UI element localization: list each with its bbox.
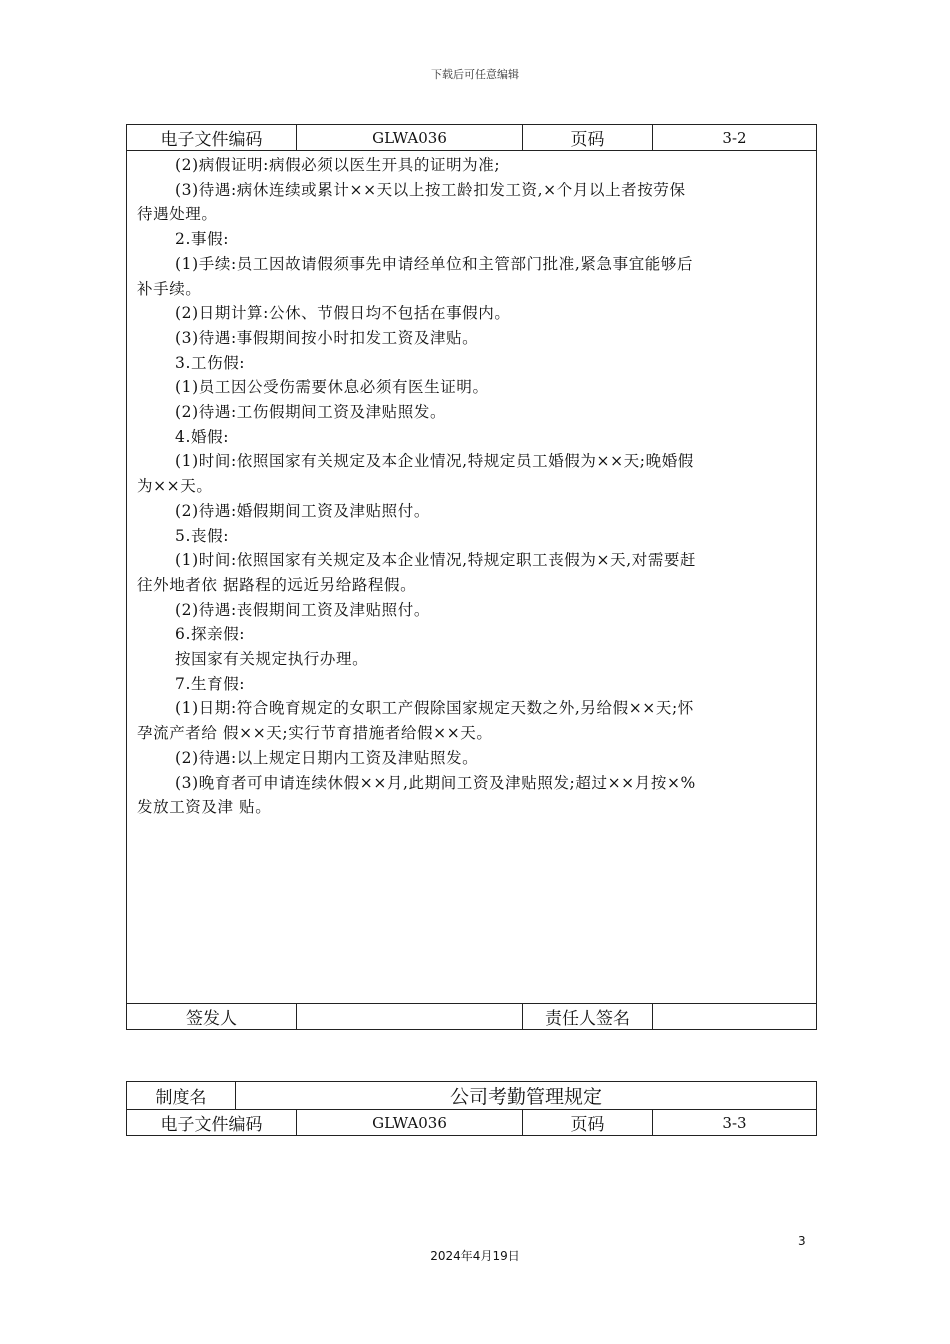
policy-name-value: 公司考勤管理规定 — [236, 1082, 817, 1110]
content-line: 为××天。 — [137, 477, 213, 496]
content-line: 孕流产者给 假××天;实行节育措施者给假××天。 — [137, 724, 493, 743]
code-label: 电子文件编码 — [127, 125, 297, 151]
content-line: 3.工伤假: — [175, 353, 246, 372]
page-value-2: 3-3 — [653, 1110, 817, 1136]
content-line: 2.事假: — [175, 230, 230, 249]
signer-label: 签发人 — [127, 1004, 297, 1030]
responsible-field[interactable] — [653, 1004, 817, 1030]
page-label-2: 页码 — [523, 1110, 653, 1136]
content-line: 4.婚假: — [175, 427, 230, 446]
content-line: (1)时间:依照国家有关规定及本企业情况,特规定职工丧假为×天,对需要赶 — [175, 551, 697, 570]
document-table-page-3-2 — [126, 124, 817, 1030]
code-value: GLWA036 — [297, 125, 523, 151]
document-table-page-3-3 — [126, 1081, 817, 1136]
responsible-label: 责任人签名 — [523, 1004, 653, 1030]
content-line: (1)手续:员工因故请假须事先申请经单位和主管部门批准,紧急事宜能够后 — [175, 254, 694, 273]
content-line: 6.探亲假: — [175, 625, 246, 644]
content-line: (1)日期:符合晚育规定的女职工产假除国家规定天数之外,另给假××天;怀 — [175, 699, 694, 718]
content-line: (2)待遇:婚假期间工资及津贴照付。 — [175, 501, 430, 520]
page-label: 页码 — [523, 125, 653, 151]
code-value-2: GLWA036 — [297, 1110, 523, 1136]
content-line: 7.生育假: — [175, 674, 246, 693]
code-label-2: 电子文件编码 — [127, 1110, 297, 1136]
content-line: (1)时间:依照国家有关规定及本企业情况,特规定员工婚假为××天;晚婚假 — [175, 452, 694, 471]
content-line: (2)待遇:丧假期间工资及津贴照付。 — [175, 600, 430, 619]
policy-name-row — [127, 1082, 817, 1110]
content-line: (3)待遇:病休连续或累计××天以上按工龄扣发工资,×个月以上者按劳保 — [175, 180, 686, 199]
content-line: 发放工资及津 贴。 — [137, 798, 272, 817]
signer-field[interactable] — [297, 1004, 523, 1030]
content-line: (2)待遇:以上规定日期内工资及津贴照发。 — [175, 748, 479, 767]
content-line: 往外地者依 据路程的远近另给路程假。 — [137, 575, 417, 594]
table-header-row-2 — [127, 1110, 817, 1136]
content-line: (2)日期计算:公休、节假日均不包括在事假内。 — [175, 304, 511, 323]
page-number: 3 — [798, 1234, 806, 1248]
policy-name-label: 制度名 — [127, 1082, 236, 1110]
signature-row — [127, 1004, 817, 1030]
content-line: 5.丧假: — [175, 526, 230, 545]
content-line: (3)晚育者可申请连续休假××月,此期间工资及津贴照发;超过××月按×% — [175, 773, 696, 792]
content-line: (2)待遇:工伤假期间工资及津贴照发。 — [175, 403, 447, 422]
content-line: (1)员工因公受伤需要休息必须有医生证明。 — [175, 378, 489, 397]
content-line: 待遇处理。 — [137, 205, 218, 224]
content-line: (2)病假证明:病假必须以医生开具的证明为准; — [175, 156, 501, 174]
table-header-row — [127, 125, 817, 151]
header-note: 下载后可任意编辑 — [431, 68, 519, 81]
content-line: (3)待遇:事假期间按小时扣发工资及津贴。 — [175, 328, 479, 347]
content-body — [127, 151, 816, 820]
content-cell — [127, 151, 817, 1004]
footer-date: 2024年4月19日 — [430, 1249, 520, 1263]
page-value: 3-2 — [653, 125, 817, 151]
content-row — [127, 151, 817, 1004]
content-line: 按国家有关规定执行办理。 — [175, 650, 369, 669]
content-line: 补手续。 — [137, 279, 202, 298]
